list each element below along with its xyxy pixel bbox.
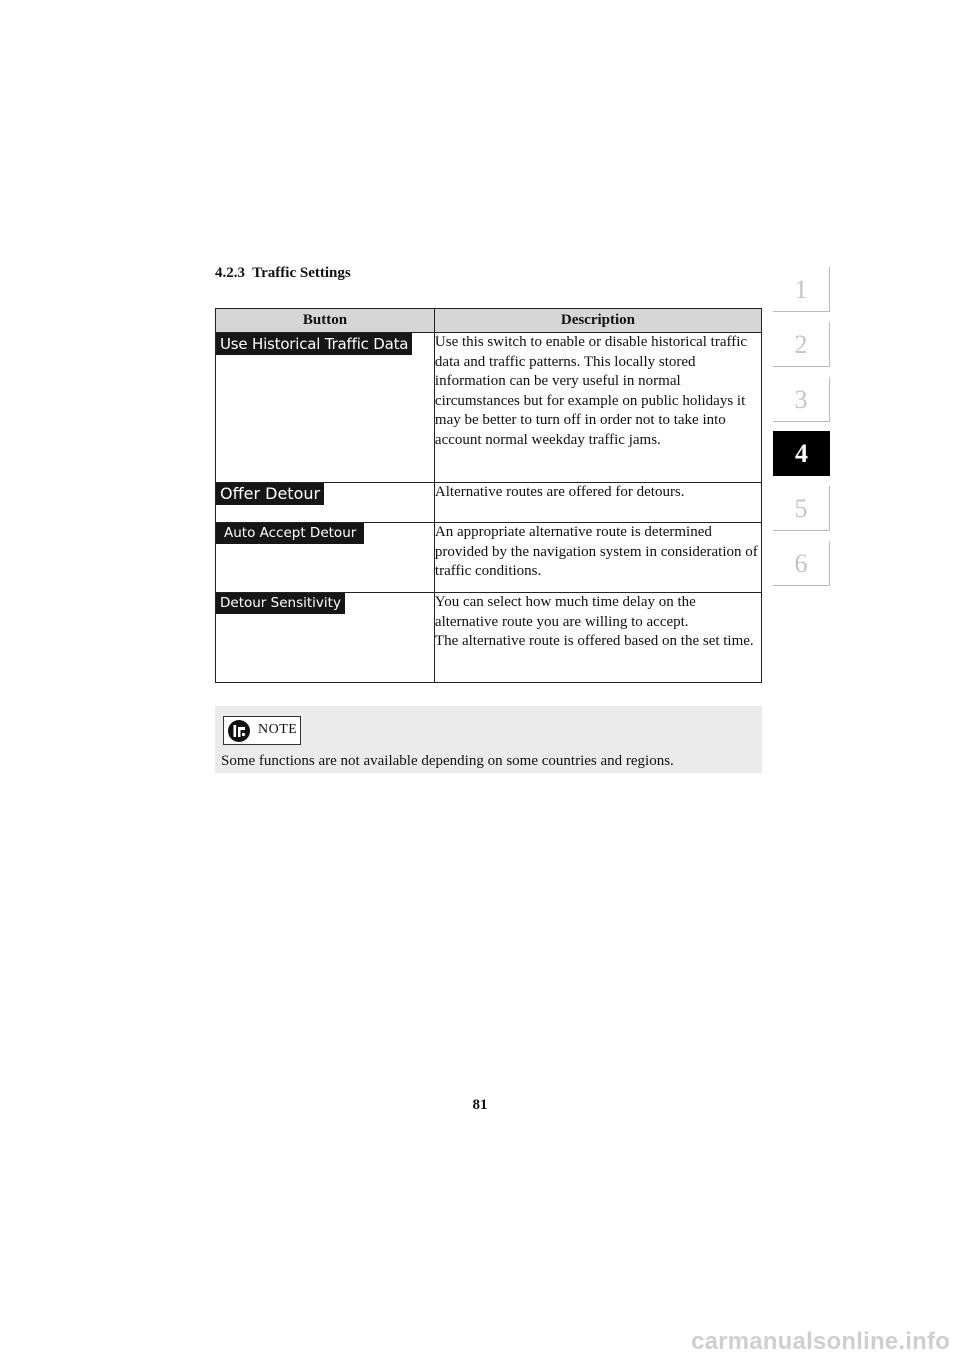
- use-historical-traffic-data-button[interactable]: Use Historical Traffic Data: [216, 333, 412, 355]
- chapter-tab-3[interactable]: 3: [773, 377, 830, 422]
- offer-detour-button[interactable]: Offer Detour: [216, 483, 324, 505]
- chapter-tab-5[interactable]: 5: [773, 486, 830, 531]
- table-row: [216, 593, 762, 683]
- description-cell: You can select how much time delay on the alternative route you are willing to accept. The alternative route is offered based on the set time.: [434, 593, 761, 683]
- note-text: Some functions are not available depending on some countries and regions.: [221, 753, 674, 769]
- chapter-tab-4[interactable]: 4: [773, 431, 830, 476]
- button-cell: [216, 593, 435, 683]
- button-cell: [216, 483, 435, 523]
- section-number: 4.2.3: [215, 265, 245, 281]
- auto-accept-detour-button[interactable]: Auto Accept Detour: [216, 523, 364, 544]
- table-row: [216, 483, 762, 523]
- section-heading: [215, 265, 351, 282]
- detour-sensitivity-button[interactable]: Detour Sensitivity: [216, 593, 345, 614]
- chapter-tab-6[interactable]: 6: [773, 541, 830, 586]
- chapter-tab-2[interactable]: 2: [773, 322, 830, 367]
- column-header-description: Description: [434, 309, 761, 333]
- note-label: NOTE: [258, 722, 298, 737]
- column-header-button: Button: [216, 309, 435, 333]
- watermark: carmanualsonline.info: [691, 1328, 950, 1355]
- description-cell: Alternative routes are offered for detours.: [434, 483, 761, 523]
- section-title: Traffic Settings: [252, 265, 351, 281]
- table-header-row: [216, 309, 762, 333]
- page-number: 81: [472, 1097, 488, 1113]
- traffic-settings-table: [215, 308, 762, 683]
- note-icon: [227, 719, 251, 743]
- description-cell: An appropriate alternative route is determined provided by the navigation system in consideration of traffic conditions.: [434, 523, 761, 593]
- description-cell: Use this switch to enable or disable historical traffic data and traffic patterns. This locally stored information can be very useful in normal circumstances but for example on public holidays it may be better to turn off in order not to take into account normal weekday traffic jams.: [434, 333, 761, 483]
- table-row: [216, 333, 762, 483]
- note-label-box: [223, 716, 301, 745]
- chapter-tab-1[interactable]: 1: [773, 267, 830, 312]
- table-row: [216, 523, 762, 593]
- button-cell: [216, 333, 435, 483]
- button-cell: [216, 523, 435, 593]
- note-box: [215, 706, 762, 773]
